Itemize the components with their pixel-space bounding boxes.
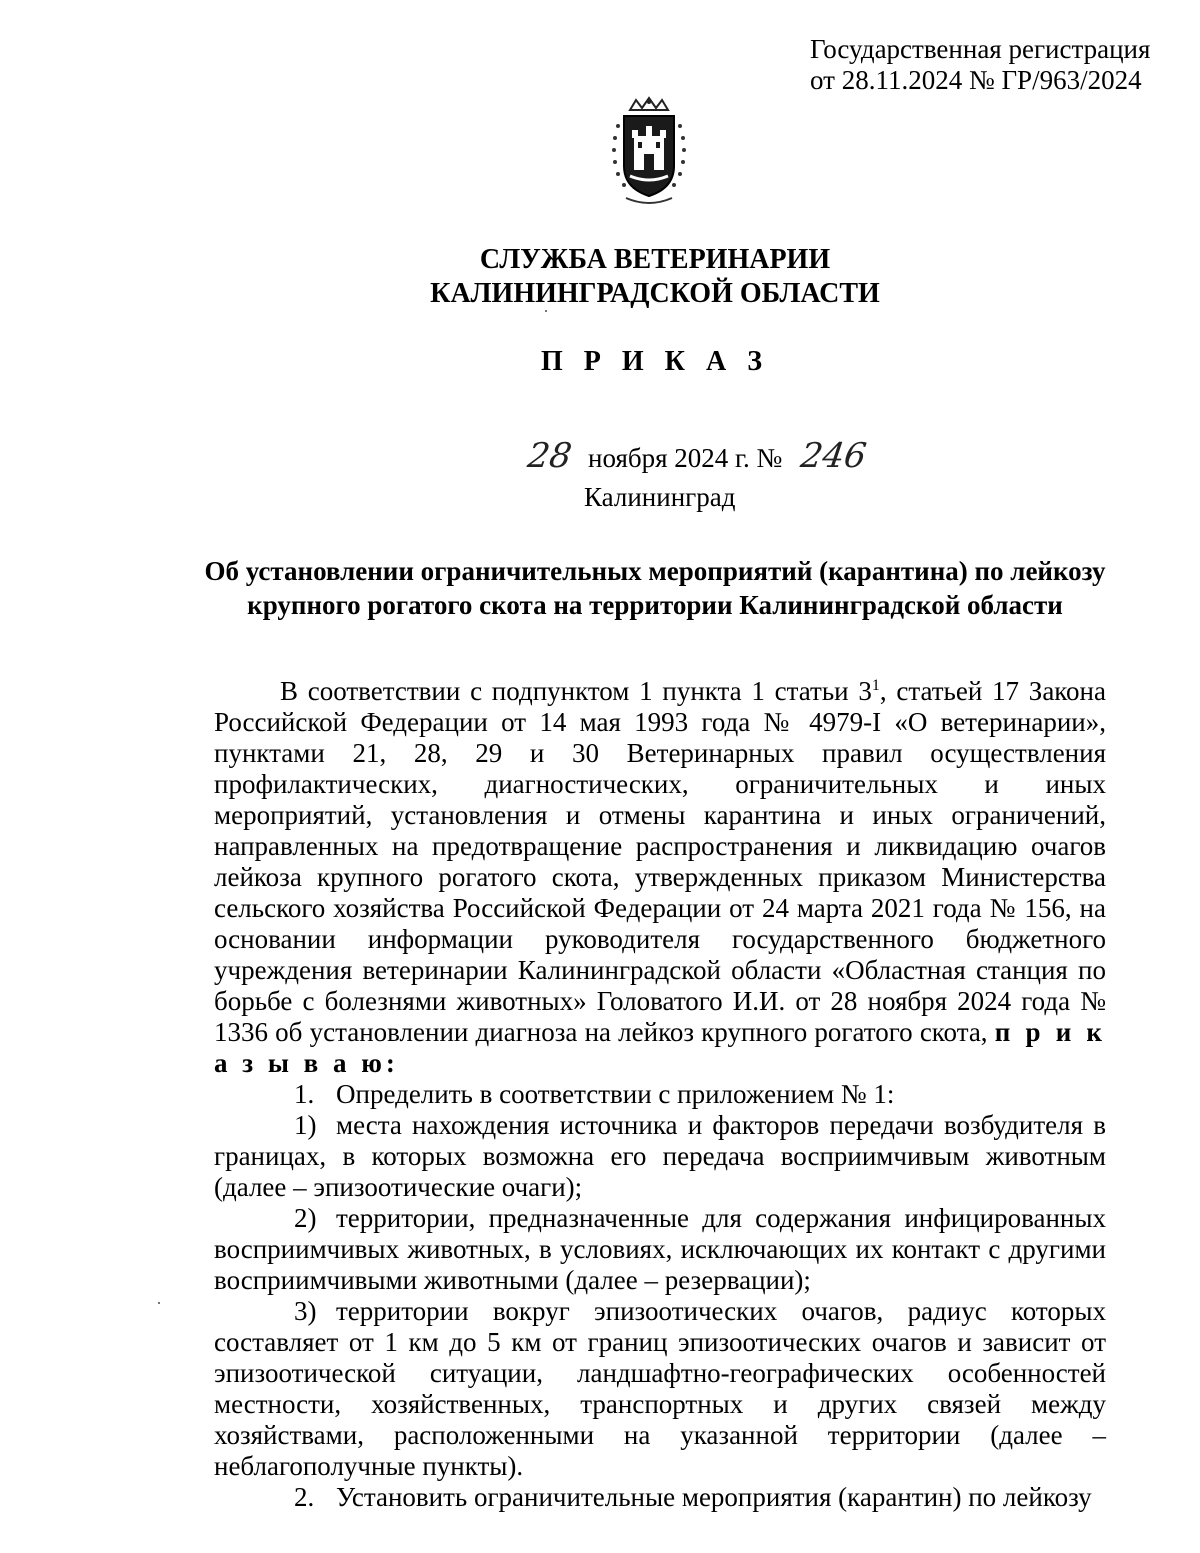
list-item-number: 2) bbox=[294, 1203, 317, 1233]
order-month-year: ноября 2024 г. № bbox=[588, 443, 783, 473]
handwritten-day: 28 bbox=[525, 436, 575, 476]
list-item-number: 1) bbox=[294, 1110, 317, 1140]
order-title bbox=[150, 554, 1160, 622]
scan-speck bbox=[158, 1302, 160, 1304]
list-item-text: территории, предназначенные для содержания инфицированных восприимчивых животных, в условиях, исключающих их контакт с другими восприимчивыми животными (далее – резервации); bbox=[214, 1203, 1106, 1295]
organization-line-1: СЛУЖБА ВЕТЕРИНАРИИ bbox=[479, 244, 831, 275]
order-date-line bbox=[525, 436, 869, 478]
list-item-number: 3) bbox=[294, 1296, 317, 1326]
order-city: Калининград bbox=[584, 482, 736, 512]
document-type: П Р И К А З bbox=[541, 346, 769, 377]
list-item bbox=[214, 1203, 1106, 1296]
list-item bbox=[214, 1110, 1106, 1203]
coat-of-arms-icon bbox=[606, 96, 692, 208]
list-item-text: территории вокруг эпизоотических очагов, радиус которых составляет от 1 км до 5 км от границ эпизоотических очагов и зависит от эпизоотической ситуации, ландшафтно-географических особенностей местности, хозяйственных, транспортных и других связей между хозяйствами, расположенными на указанной территории (далее – неблагополучные пункты). bbox=[214, 1296, 1106, 1481]
order-title-line-1: Об установлении ограничительных мероприятий (карантина) по лейкозу bbox=[204, 556, 1106, 586]
preamble-text-1: В соответствии с подпунктом 1 пункта 1 статьи 3 bbox=[280, 676, 872, 706]
list-item-number: 2. bbox=[294, 1482, 315, 1512]
organization-line-2: КАЛИНИНГРАДСКОЙ ОБЛАСТИ bbox=[430, 278, 880, 309]
order-body bbox=[214, 676, 1106, 1513]
preamble-superscript: 1 bbox=[871, 677, 880, 694]
list-item bbox=[214, 1296, 1106, 1482]
order-word: п р и к а з ы в а ю: bbox=[214, 1017, 1106, 1078]
list-item-text: Установить ограничительные мероприятия (карантин) по лейкозу bbox=[336, 1482, 1092, 1512]
list-item-text: места нахождения источника и факторов передачи возбудителя в границах, в которых возможна его передача восприимчивым животным (далее – эпизоотические очаги); bbox=[214, 1110, 1106, 1202]
organization-name bbox=[0, 243, 1200, 311]
order-title-line-2: крупного рогатого скота на территории Калининградской области bbox=[247, 590, 1063, 620]
list-item bbox=[214, 1482, 1106, 1513]
registration-line-1: Государственная регистрация bbox=[810, 34, 1151, 64]
scan-speck bbox=[545, 310, 547, 312]
list-item-text: Определить в соответствии с приложением № 1: bbox=[336, 1079, 895, 1109]
list-item bbox=[214, 1079, 1106, 1110]
handwritten-order-number: 246 bbox=[798, 436, 869, 476]
registration-line-2: от 28.11.2024 № ГР/963/2024 bbox=[810, 65, 1142, 95]
registration-stamp bbox=[810, 34, 1150, 96]
preamble-text-2: , статьей 17 Закона Российской Федерации от 14 мая 1993 года № 4979-I «О ветеринарии», пунктами 21, 28, 29 и 30 Ветеринарных правил осуществления профилактических, диагностических, ограничительных и иных мероприятий, установления и отмены карантина и иных ограничений, направленных на предотвращение распространения и ликвидацию очагов лейкоза крупного рогатого скота, утвержденных приказом Министерства сельского хозяйства Российской Федерации от 24 марта 2021 года № 156, на основании информации руководителя государственного бюджетного учреждения ветеринарии Калининградской области «Областная станция по борьбе с болезнями животных» Головатого И.И. от 28 ноября 2024 года № 1336 об установлении диагноза на лейкоз крупного рогатого скота, bbox=[214, 676, 1106, 1047]
preamble-paragraph bbox=[214, 676, 1106, 1079]
list-item-number: 1. bbox=[294, 1079, 315, 1109]
